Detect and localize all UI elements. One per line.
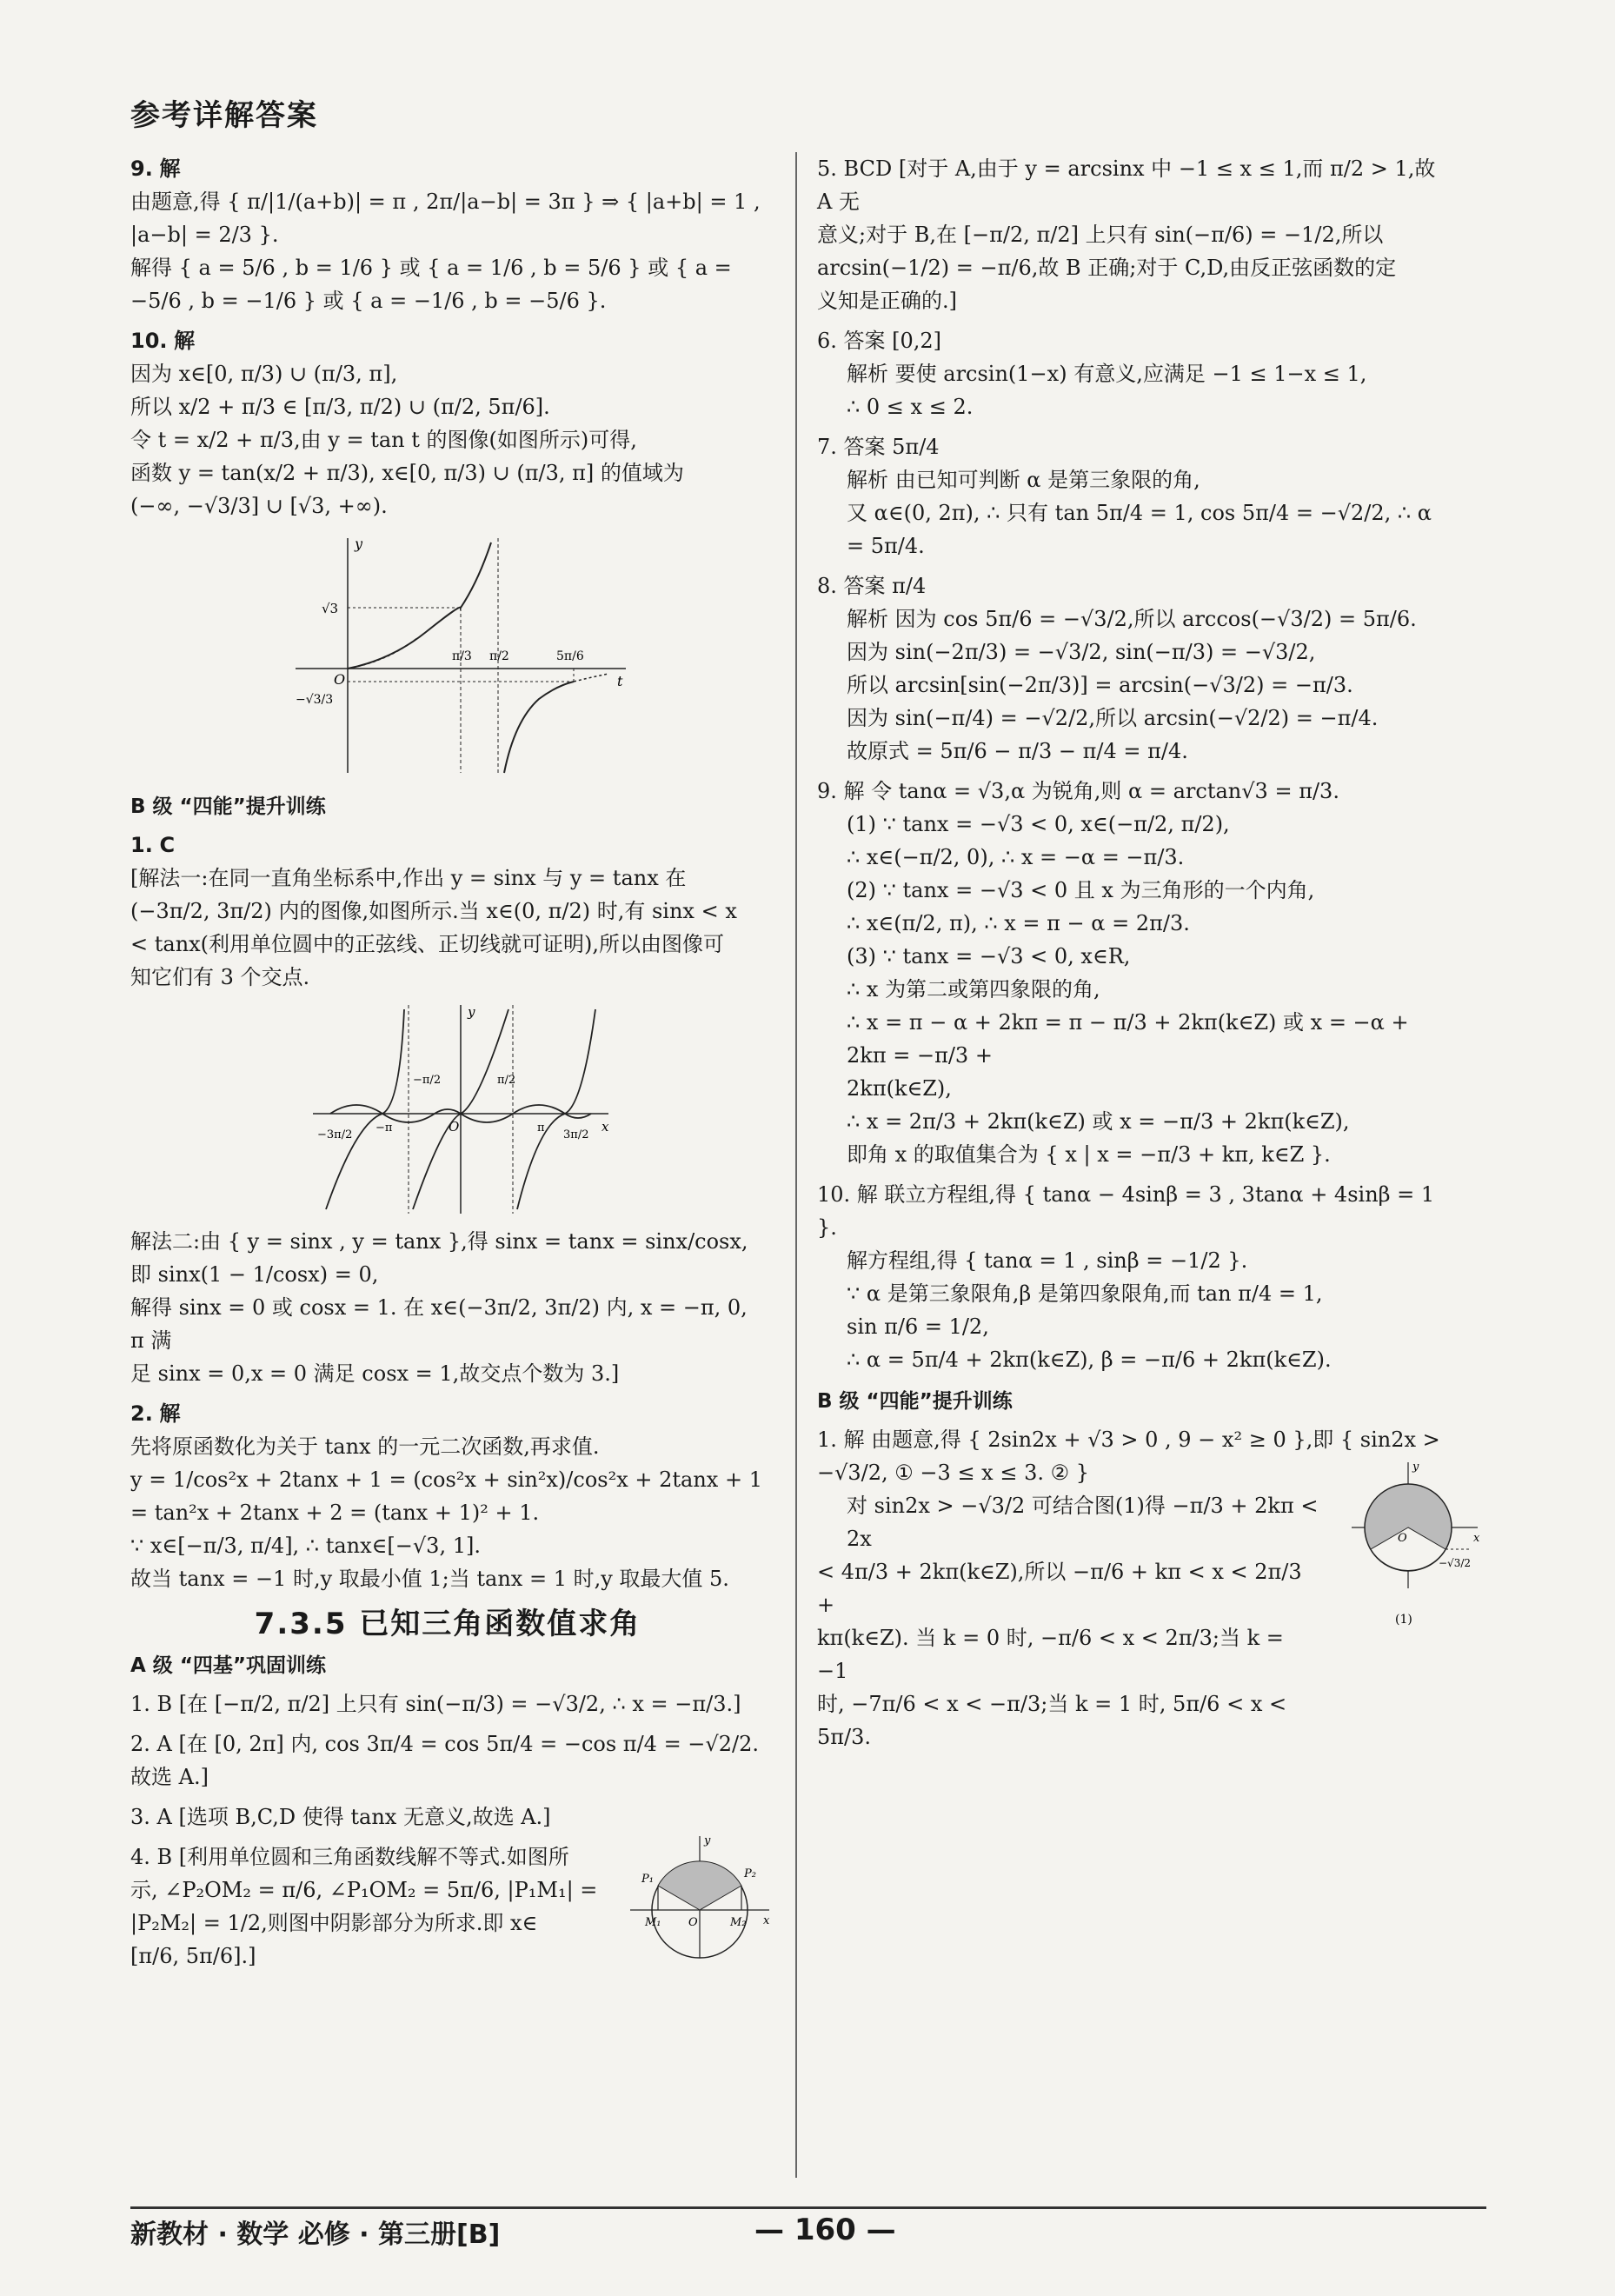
q8-line-6: 故原式 = 5π/6 − π/3 − π/4 = π/4. [847, 739, 1188, 763]
q9-line-2: 解得 { a = 5/6 , b = 1/6 } 或 { a = 1/6 , b = 5/6 } 或 { a = −5/6 , b = −1/6 } 或 { a = −1/6 , b = −5/6 }. [130, 256, 732, 313]
m1-label: M₁ [645, 1916, 661, 1929]
left-b1 [130, 829, 765, 1390]
b2-line-4: ∵ x∈[−π/3, π/4], ∴ tanx∈[−√3, 1]. [130, 1534, 481, 1558]
q10-num: 10. [130, 329, 168, 353]
q10-line-2: 所以 x/2 + π/3 ∈ [π/3, π/2) ∪ (π/2, 5π/6]. [130, 395, 550, 419]
q9r-line-9: 2kπ(k∈Z), [847, 1076, 952, 1101]
tan-curve-dotted [348, 638, 417, 669]
b1-line-4: 知它们有 3 个交点. [130, 965, 310, 989]
a4-line-4: [π/6, 5π/6].] [130, 1944, 256, 1968]
right-section-b: B 级 “四能”提升训练 [817, 1390, 1013, 1413]
sin-tan-figure [304, 1001, 617, 1218]
q9r-line-5: ∴ x∈(π/2, π), ∴ x = π − α = 2π/3. [847, 911, 1190, 935]
q9r-line-8: ∴ x = π − α + 2kπ = π − π/3 + 2kπ(k∈Z) 或 x = −α + 2kπ = −π/3 + [847, 1010, 1409, 1068]
b1-tag: C [159, 833, 176, 857]
book-title: 新教材 · 数学 必修 · 第三册[B] [130, 2219, 501, 2250]
value-label: −√3/2 [1439, 1557, 1472, 1569]
page-header: 参考详解答案 [130, 98, 318, 133]
right-q8 [817, 569, 1452, 768]
sqrt3-label: √3 [322, 601, 339, 616]
q10r-line-4: sin π/6 = 1/2, [847, 1314, 989, 1339]
o-label: O [1398, 1532, 1407, 1545]
left-a4 [130, 1834, 770, 1973]
a4-line-3: |P₂M₂| = 1/2,则图中阴影部分为所求.即 x∈ [130, 1911, 538, 1935]
q9r-line-4: (2) ∵ tanx = −√3 < 0 且 x 为三角形的一个内角, [847, 878, 1315, 902]
3pi2-label: 3π/2 [563, 1128, 589, 1141]
left-a2: 2. A [在 [0, 2π] 内, cos 3π/4 = cos 5π/4 = −cos π/4 = −√2/2. 故选 A.] [130, 1732, 759, 1789]
origin-label: O [449, 1119, 460, 1135]
q9-num: 9. [130, 156, 153, 181]
y-label: y [704, 1834, 711, 1847]
q8-line-2: 解析 因为 cos 5π/6 = −√3/2,所以 arccos(−√3/2) = 5π/6. [847, 607, 1417, 631]
q5-line-1: 5. BCD [对于 A,由于 y = arcsinx 中 −1 ≤ x ≤ 1,而 π/2 > 1,故 A 无 [817, 156, 1436, 214]
q9-line-1: 由题意,得 { π/|1/(a+b)| = π , 2π/|a−b| = 3π } ⇒ { |a+b| = 1 , |a−b| = 2/3 }. [130, 190, 761, 247]
b1-line-2: (−3π/2, 3π/2) 内的图像,如图所示.当 x∈(0, π/2) 时,有 sinx < x [130, 899, 737, 923]
figure-caption: (1) [1395, 1613, 1412, 1627]
x-label: x [1473, 1532, 1480, 1545]
left-b2 [130, 1397, 765, 1595]
neg-sqrt3-3-label: −√3/3 [296, 693, 334, 707]
y-label: y [468, 1004, 475, 1020]
b1-num: 1. [130, 833, 153, 857]
x-label: x [763, 1914, 770, 1927]
left-a3: 3. A [选项 B,C,D 使得 tanx 无意义,故选 A.] [130, 1805, 551, 1829]
b1-line-3: < tanx(利用单位圆中的正弦线、正切线就可证明),所以由图像可 [130, 932, 725, 956]
o-label: O [688, 1916, 698, 1929]
five-pi6-label: 5π/6 [556, 649, 584, 663]
b1r-line-1: 1. 解 由题意,得 { 2sin2x + √3 > 0 , 9 − x² ≥ 0 },即 { sin2x > −√3/2, ① −3 ≤ x ≤ 3. ② } [817, 1428, 1440, 1485]
origin-label: O [334, 671, 346, 688]
b1r-line-5: 时, −7π/6 < x < −π/3;当 k = 1 时, 5π/6 < x < 5π/3. [817, 1692, 1287, 1749]
y-label: y [1412, 1461, 1419, 1474]
q10r-line-3: ∵ α 是第三象限角,β 是第四象限角,而 tan π/4 = 1, [847, 1281, 1323, 1306]
left-section-a: A 级 “四基”巩固训练 [130, 1654, 327, 1677]
q10r-line-5: ∴ α = 5π/4 + 2kπ(k∈Z), β = −π/6 + 2kπ(k∈Z). [847, 1348, 1332, 1372]
q8-line-1: 8. 答案 π/4 [817, 574, 927, 598]
right-q6 [817, 324, 1452, 423]
pi2-label: π/2 [497, 1074, 516, 1087]
b2-line-5: 故当 tanx = −1 时,y 取最小值 1;当 tanx = 1 时,y 取最大值 5. [130, 1567, 729, 1591]
p2-label: P₂ [744, 1867, 756, 1880]
x-label: x [601, 1119, 609, 1135]
unit-circle-figure [626, 1832, 774, 1962]
a4-line-2: 示, ∠P₂OM₂ = π/6, ∠P₁OM₂ = 5π/6, |P₁M₁| = [130, 1878, 598, 1902]
t-label: t [617, 673, 623, 689]
y-label: y [355, 536, 363, 552]
neg-pi2-label: −π/2 [413, 1074, 442, 1087]
q9r-line-6: (3) ∵ tanx = −√3 < 0, x∈R, [847, 944, 1131, 968]
q7-line-2: 解析 由已知可判断 α 是第三象限的角, [847, 468, 1200, 492]
q6-line-3: ∴ 0 ≤ x ≤ 2. [847, 395, 974, 419]
q8-line-4: 所以 arcsin[sin(−2π/3)] = arcsin(−√3/2) = −π/3. [847, 673, 1353, 697]
right-column [817, 152, 1480, 1760]
tan-curve-right-dotted [574, 674, 608, 682]
right-q9 [817, 775, 1452, 1171]
neg-3pi2-label: −3π/2 [317, 1128, 353, 1141]
q10-line-1: 因为 x∈[0, π/3) ∪ (π/3, π], [130, 362, 398, 386]
q5-line-3: arcsin(−1/2) = −π/6,故 B 正确;对于 C,D,由反正弦函数的定 [817, 256, 1397, 280]
left-q10 [130, 324, 765, 782]
b2-line-2: y = 1/cos²x + 2tanx + 1 = (cos²x + sin²x)/cos²x + 2tanx + 1 [130, 1467, 762, 1492]
q9r-line-3: ∴ x∈(−π/2, 0), ∴ x = −α = −π/3. [847, 845, 1185, 869]
b1-sol2-line-3: 足 sinx = 0,x = 0 满足 cosx = 1,故交点个数为 3.] [130, 1361, 620, 1386]
right-q5 [817, 152, 1452, 317]
b1-sol2-line-2: 解得 sinx = 0 或 cosx = 1. 在 x∈(−3π/2, 3π/2) 内, x = −π, 0, π 满 [130, 1295, 748, 1353]
b1r-line-4: kπ(k∈Z). 当 k = 0 时, −π/6 < x < 2π/3;当 k = −1 [817, 1626, 1284, 1683]
q9r-line-1: 9. 解 令 tanα = √3,α 为锐角,则 α = arctan√3 = π/3. [817, 779, 1339, 803]
q7-line-3: 又 α∈(0, 2π), ∴ 只有 tan 5π/4 = 1, cos 5π/4 = −√2/2, ∴ α = 5π/4. [847, 501, 1432, 558]
b1-line-1: [解法一:在同一直角坐标系中,作出 y = sinx 与 y = tanx 在 [130, 866, 687, 890]
column-divider [795, 152, 797, 2178]
q5-line-2: 意义;对于 B,在 [−π/2, π/2] 上只有 sin(−π/6) = −1/2,所以 [817, 223, 1384, 247]
tan-curve-right [504, 682, 574, 773]
q9r-line-2: (1) ∵ tanx = −√3 < 0, x∈(−π/2, π/2), [847, 812, 1230, 836]
right-q10 [817, 1178, 1452, 1376]
footer-rule [130, 2206, 1486, 2209]
q9r-line-11: 即角 x 的取值集合为 { x | x = −π/3 + kπ, k∈Z }. [847, 1142, 1331, 1167]
q8-line-3: 因为 sin(−2π/3) = −√3/2, sin(−π/3) = −√3/2, [847, 640, 1316, 664]
b1r-line-3: < 4π/3 + 2kπ(k∈Z),所以 −π/6 + kπ < x < 2π/3 + [817, 1560, 1302, 1617]
q9-tag: 解 [159, 156, 181, 181]
neg-pi-label: −π [376, 1121, 393, 1135]
q10r-line-2: 解方程组,得 { tanα = 1 , sinβ = −1/2 }. [847, 1248, 1248, 1273]
page-number: — 160 — [754, 2213, 896, 2247]
left-column [130, 152, 770, 1980]
q10-tag: 解 [174, 329, 196, 353]
p1-label: P₁ [641, 1873, 654, 1886]
a4-line-1: 4. B [利用单位圆和三角函数线解不等式.如图所 [130, 1845, 569, 1869]
shaded-sector [658, 1861, 741, 1910]
q9r-line-7: ∴ x 为第二或第四象限的角, [847, 977, 1100, 1002]
b2-line-3: = tan²x + 2tanx + 2 = (tanx + 1)² + 1. [130, 1501, 540, 1525]
left-section-b: B 级 “四能”提升训练 [130, 795, 326, 818]
q9r-line-10: ∴ x = 2π/3 + 2kπ(k∈Z) 或 x = −π/3 + 2kπ(k∈Z), [847, 1109, 1350, 1134]
section-title: 7.3.5 已知三角函数值求角 [254, 1607, 641, 1641]
pi2-label: π/2 [489, 649, 509, 663]
b2-num: 2. [130, 1401, 153, 1426]
b1r-line-2: 对 sin2x > −√3/2 可结合图(1)得 −π/3 + 2kπ < 2x [847, 1494, 1319, 1551]
figure-1-unit-circle [1347, 1458, 1486, 1632]
right-b1 [817, 1423, 1480, 1754]
q6-line-1: 6. 答案 [0,2] [817, 329, 942, 353]
left-q9 [130, 152, 765, 317]
q10-line-3: 令 t = x/2 + π/3,由 y = tan t 的图像(如图所示)可得, [130, 428, 637, 452]
b1-sol2-line-1: 解法二:由 { y = sinx , y = tanx },得 sinx = tanx = sinx/cosx,即 sinx(1 − 1/cosx) = 0, [130, 1229, 748, 1287]
b2-line-1: 先将原函数化为关于 tanx 的一元二次函数,再求值. [130, 1434, 600, 1459]
pi3-label: π/3 [452, 649, 472, 663]
b2-tag: 解 [159, 1401, 181, 1426]
right-q7 [817, 430, 1452, 562]
q10-line-5: (−∞, −√3/3] ∪ [√3, +∞). [130, 494, 388, 518]
q10-line-4: 函数 y = tan(x/2 + π/3), x∈[0, π/3) ∪ (π/3, π] 的值域为 [130, 461, 684, 485]
tan-graph-figure [287, 529, 635, 782]
left-a1: 1. B [在 [−π/2, π/2] 上只有 sin(−π/3) = −√3/2, ∴ x = −π/3.] [130, 1692, 741, 1716]
q6-line-2: 解析 要使 arcsin(1−x) 有意义,应满足 −1 ≤ 1−x ≤ 1, [847, 362, 1367, 386]
q7-line-1: 7. 答案 5π/4 [817, 435, 940, 459]
q5-line-4: 义知是正确的.] [817, 289, 957, 313]
q10r-line-1: 10. 解 联立方程组,得 { tanα − 4sinβ = 3 , 3tanα + 4sinβ = 1 }. [817, 1182, 1435, 1240]
q8-line-5: 因为 sin(−π/4) = −√2/2,所以 arcsin(−√2/2) = −π/4. [847, 706, 1379, 730]
pi-label: π [537, 1121, 545, 1135]
m2-label: M₂ [730, 1916, 747, 1929]
